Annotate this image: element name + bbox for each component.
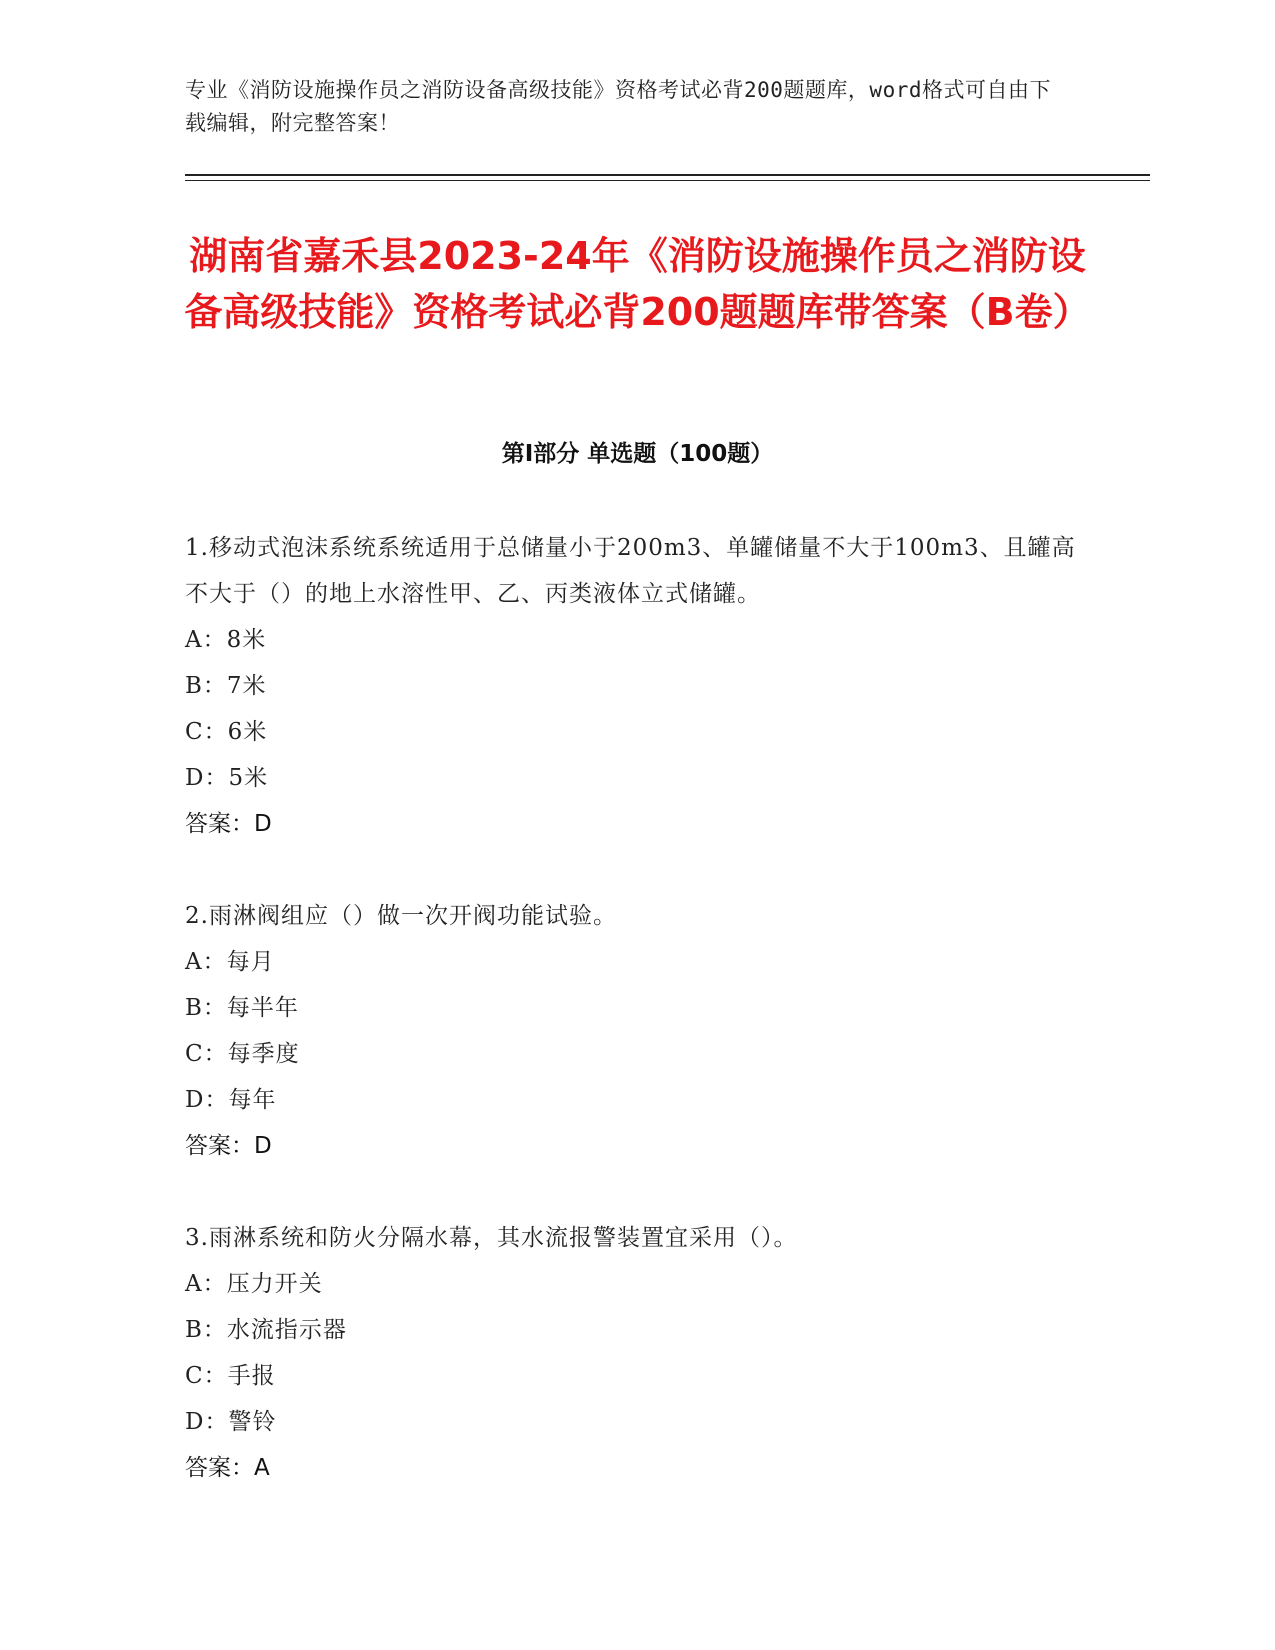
option-c: C：每季度 <box>185 1041 300 1067</box>
answer: 答案：A <box>185 1455 270 1481</box>
option-b: B：每半年 <box>185 995 299 1021</box>
option-b: B：水流指示器 <box>185 1317 347 1343</box>
option-a: A：8米 <box>185 627 267 653</box>
option-d: D：5米 <box>185 765 269 791</box>
document-title: 湖南省嘉禾县2023-24年《消防设施操作员之消防设备高级技能》资格考试必背200题题库带答案（B卷） <box>184 234 1091 334</box>
option-a: A：压力开关 <box>185 1271 323 1297</box>
answer: 答案：D <box>185 1133 272 1159</box>
question-stem: 1.移动式泡沫系统系统适用于总储量小于200m3、单罐储量不大于100m3、且罐高不大于（）的地上水溶性甲、乙、丙类液体立式储罐。 <box>185 535 1076 607</box>
option-a: A：每月 <box>185 949 275 975</box>
option-d: D：警铃 <box>185 1409 277 1435</box>
question-2 <box>185 893 1085 1169</box>
option-b: B：7米 <box>185 673 267 699</box>
section-title: 第Ⅰ部分 单选题（100题） <box>501 441 774 467</box>
option-d: D：每年 <box>185 1087 277 1113</box>
question-3 <box>185 1215 1085 1491</box>
header-divider-thick <box>185 174 1150 176</box>
question-stem: 3.雨淋系统和防火分隔水幕，其水流报警装置宜采用（）。 <box>185 1225 798 1251</box>
option-c: C：6米 <box>185 719 268 745</box>
question-1 <box>185 525 1085 847</box>
header-divider-thin <box>185 180 1150 181</box>
question-list <box>185 525 1085 1537</box>
question-stem: 2.雨淋阀组应（）做一次开阀功能试验。 <box>185 903 617 929</box>
header-note: 专业《消防设施操作员之消防设备高级技能》资格考试必背200题题库，word格式可自由下载编辑，附完整答案！ <box>185 78 1051 135</box>
answer: 答案：D <box>185 811 272 837</box>
option-c: C：手报 <box>185 1363 276 1389</box>
